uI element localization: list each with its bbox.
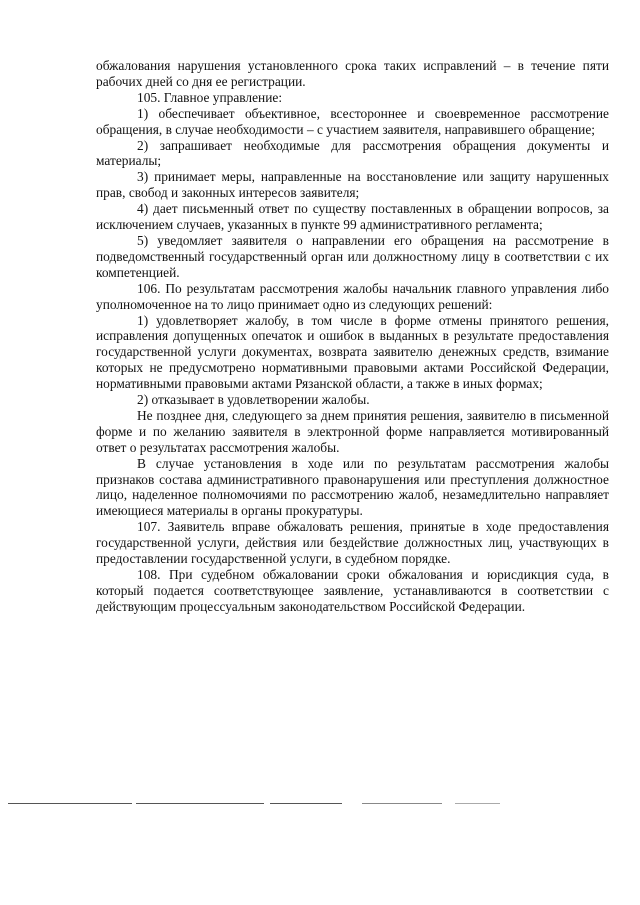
document-page: [96, 58, 609, 615]
footer-line-segment: [455, 803, 500, 804]
paragraph-105-item-2: 2) запрашивает необходимые для рассмотрения обращения документы и материалы;: [96, 137, 609, 169]
paragraph-106-heading: 106. По результатам рассмотрения жалобы начальник главного управления либо уполномоченное на то лицо принимает одно из следующих решений:: [96, 280, 609, 312]
paragraph-106-item-1: 1) удовлетворяет жалобу, в том числе в форме отмены принятого решения, исправления допущенных опечаток и ошибок в выданных в результате предоставления государственной услуги документах, возврата заявителю денежных средств, взимание которых не предусмотрено нормативными правовыми актами Российской Федерации, нормативными правовыми актами Рязанской области, а также в иных формах;: [96, 312, 609, 392]
paragraph-105-heading: 105. Главное управление:: [137, 89, 283, 105]
paragraph-105-item-4: 4) дает письменный ответ по существу поставленных в обращении вопросов, за исключением случаев, указанных в пункте 99 административного регламента;: [96, 201, 609, 233]
footer-line-segment: [8, 803, 132, 804]
paragraph-105-item-5: 5) уведомляет заявителя о направлении его обращения на рассмотрение в подведомственный государственный орган или должностному лицу в соответствии с их компетенцией.: [96, 232, 609, 280]
paragraph-107: 107. Заявитель вправе обжаловать решения, принятые в ходе предоставления государственной услуги, действия или бездействие должностных лиц, участвующих в предоставлении государственной услуги, в судебном порядке.: [96, 519, 609, 567]
paragraph-106-item-2: 2) отказывает в удовлетворении жалобы.: [137, 392, 370, 408]
footer-line-segment: [136, 803, 264, 804]
paragraph-106-response: Не позднее дня, следующего за днем принятия решения, заявителю в письменной форме и по желанию заявителя в электронной форме направляется мотивированный ответ о результатах рассмотрения жалобы.: [96, 407, 609, 455]
paragraph-106-prosecution: В случае установления в ходе или по результатам рассмотрения жалобы признаков состава административного правонарушения или преступления должностное лицо, наделенное полномочиями по рассмотрению жалоб, незамедлительно направляет имеющиеся материалы в органы прокуратуры.: [96, 455, 609, 519]
paragraph-105-item-1: 1) обеспечивает объективное, всестороннее и своевременное рассмотрение обращения, в случае необходимости – с участием заявителя, направившего обращение;: [96, 105, 609, 137]
footer-line-segment: [270, 803, 342, 804]
paragraph-continuation: обжалования нарушения установленного срока таких исправлений – в течение пяти рабочих дней со дня ее регистрации.: [96, 58, 609, 89]
footer-line-segment: [362, 803, 442, 804]
paragraph-105-item-3: 3) принимает меры, направленные на восстановление или защиту нарушенных прав, свобод и законных интересов заявителя;: [96, 169, 609, 201]
paragraph-108: 108. При судебном обжаловании сроки обжалования и юрисдикция суда, в который подается соответствующее заявление, устанавливаются в соответствии с действующим процессуальным законодательством Российской Федерации.: [96, 567, 609, 614]
footer-scan-line: [0, 803, 640, 805]
